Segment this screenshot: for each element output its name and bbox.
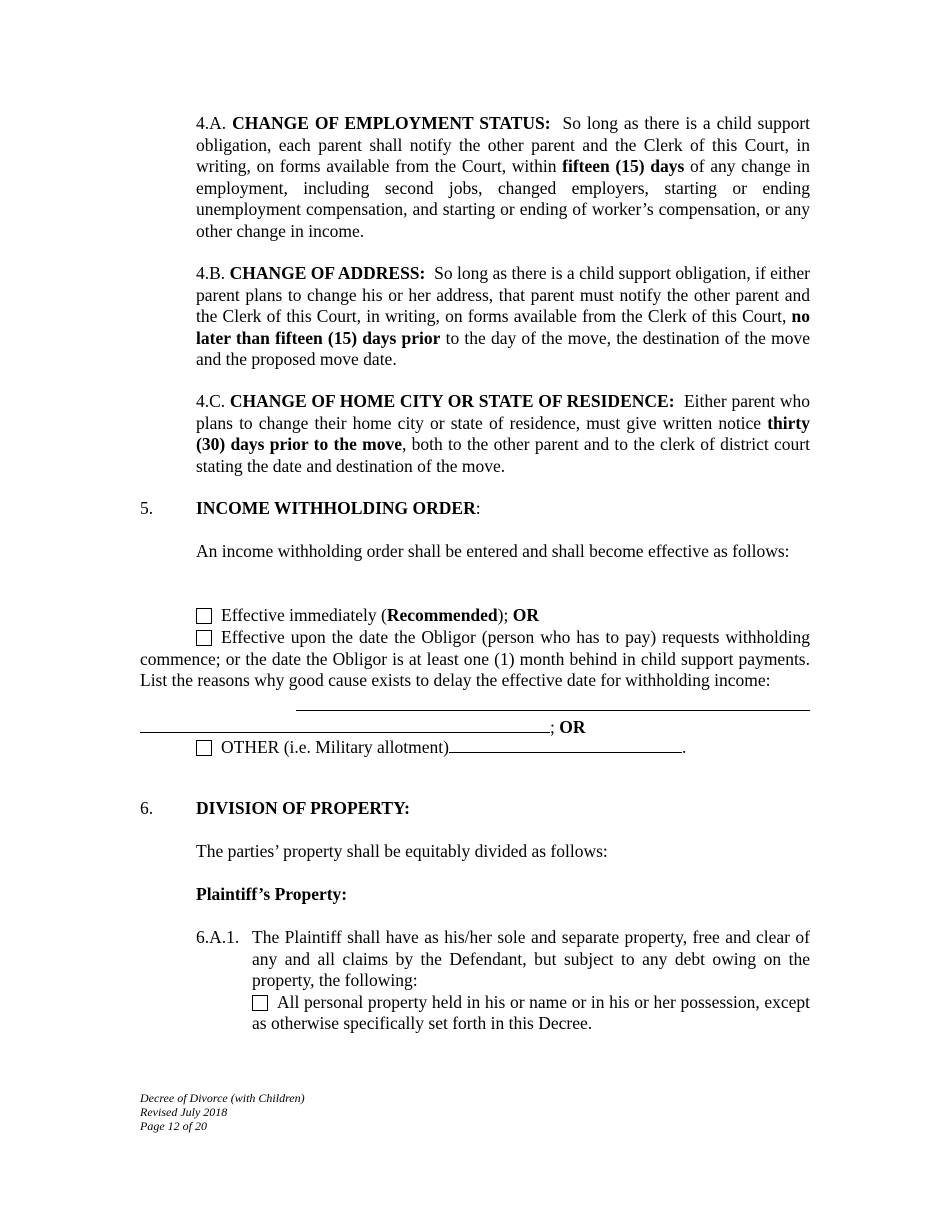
item-6a1 bbox=[196, 927, 810, 1035]
reasons-input-line-2[interactable] bbox=[140, 712, 550, 733]
footer-revision: Revised July 2018 bbox=[140, 1105, 228, 1119]
checkbox-personal-property[interactable] bbox=[252, 995, 268, 1011]
checkbox-delayed[interactable] bbox=[196, 630, 212, 646]
reasons-semicolon: ; bbox=[550, 717, 560, 737]
option-delayed-text: Effective upon the date the Obligor (person who has to pay) requests withholding commence; or the date the Obligor is at least one (1) month behind in child support payments. List the reasons why good cause exists to delay the effective date for withholding income: bbox=[140, 627, 810, 690]
reasons-or: OR bbox=[559, 717, 586, 737]
section-4b-bold: no later than fifteen (15) days prior bbox=[196, 306, 810, 348]
option-other-text: OTHER (i.e. Military allotment) bbox=[221, 737, 449, 757]
section-5-colon: : bbox=[475, 498, 481, 518]
plaintiff-property-heading bbox=[196, 884, 810, 906]
section-4b-text-1: So long as there is a child support obligation, if either parent plans to change his or her address, that parent must notify the other parent and the Clerk of this Court, in writing, on forms available from the Clerk of this Court, bbox=[196, 263, 810, 326]
item-6a1-text: The Plaintiff shall have as his/her sole and separate property, free and clear of any and all claims by the Defendant, but subject to any debt owing on the property, the following: bbox=[252, 927, 810, 990]
section-4a-title: CHANGE OF EMPLOYMENT STATUS: bbox=[232, 113, 551, 133]
checkbox-immediate[interactable] bbox=[196, 608, 212, 624]
item-6a1-checkbox-row bbox=[252, 992, 810, 1035]
footer-page-number: Page 12 of 20 bbox=[140, 1119, 207, 1133]
other-input-line[interactable] bbox=[449, 734, 682, 753]
section-5-intro: An income withholding order shall be entered and shall become effective as follows: bbox=[196, 541, 790, 561]
section-6-title: DIVISION OF PROPERTY: bbox=[196, 798, 410, 818]
section-6-number: 6. bbox=[140, 798, 154, 818]
option-immediate-sep: ); bbox=[497, 605, 513, 625]
section-4c-title: CHANGE OF HOME CITY OR STATE OF RESIDENCE: bbox=[229, 391, 675, 411]
section-4a bbox=[196, 113, 810, 242]
section-4a-text-2: of any change in employment, including second jobs, changed employers, starting or ending unemployment compensation, and starting or ending of worker’s compensation, or any other change in income. bbox=[196, 156, 810, 241]
withholding-option-delayed bbox=[140, 627, 810, 692]
section-4c-label: 4.C. bbox=[196, 391, 226, 411]
section-4c-text-2: , both to the other parent and to the clerk of district court stating the date and destination of the move. bbox=[196, 434, 810, 476]
withholding-option-immediate[interactable] bbox=[196, 605, 539, 627]
reasons-input-line-1[interactable] bbox=[296, 690, 810, 711]
section-4c-bold: thirty (30) days prior to the move bbox=[196, 412, 810, 454]
option-immediate-text: Effective immediately ( bbox=[221, 605, 387, 625]
footer-document-title: Decree of Divorce (with Children) bbox=[140, 1091, 305, 1105]
section-6-intro: The parties’ property shall be equitably divided as follows: bbox=[196, 841, 608, 861]
section-4a-label: 4.A. bbox=[196, 113, 227, 133]
plaintiff-property-title: Plaintiff’s Property: bbox=[196, 884, 348, 904]
checkbox-other[interactable] bbox=[196, 740, 212, 756]
section-4b-title: CHANGE OF ADDRESS: bbox=[229, 263, 426, 283]
section-5-title: INCOME WITHHOLDING ORDER bbox=[196, 498, 476, 518]
section-4a-text-1: So long as there is a child support obligation, each parent shall notify the other parent and the Clerk of this Court, in writing, on forms available from the Court, within bbox=[196, 113, 811, 176]
section-4c-text-1: Either parent who plans to change their home city or state of residence, must give written notice bbox=[196, 391, 811, 433]
option-other-period: . bbox=[681, 737, 687, 757]
section-4a-bold: fifteen (15) days bbox=[562, 156, 685, 176]
option-immediate-or: OR bbox=[512, 605, 539, 625]
section-5-number: 5. bbox=[140, 498, 154, 518]
option-immediate-recommended: Recommended bbox=[386, 605, 498, 625]
personal-property-text: All personal property held in his or name or in his or her possession, except as otherwise specifically set forth in this Decree. bbox=[252, 991, 810, 1033]
section-4b bbox=[196, 263, 810, 371]
withholding-option-other[interactable] bbox=[196, 734, 686, 759]
section-4b-text-2: to the day of the move, the destination of the move and the proposed move date. bbox=[196, 327, 811, 369]
page-footer bbox=[140, 1091, 305, 1133]
section-4c bbox=[196, 391, 810, 477]
section-4b-label: 4.B. bbox=[196, 263, 226, 283]
item-6a1-label: 6.A.1. bbox=[196, 927, 240, 947]
